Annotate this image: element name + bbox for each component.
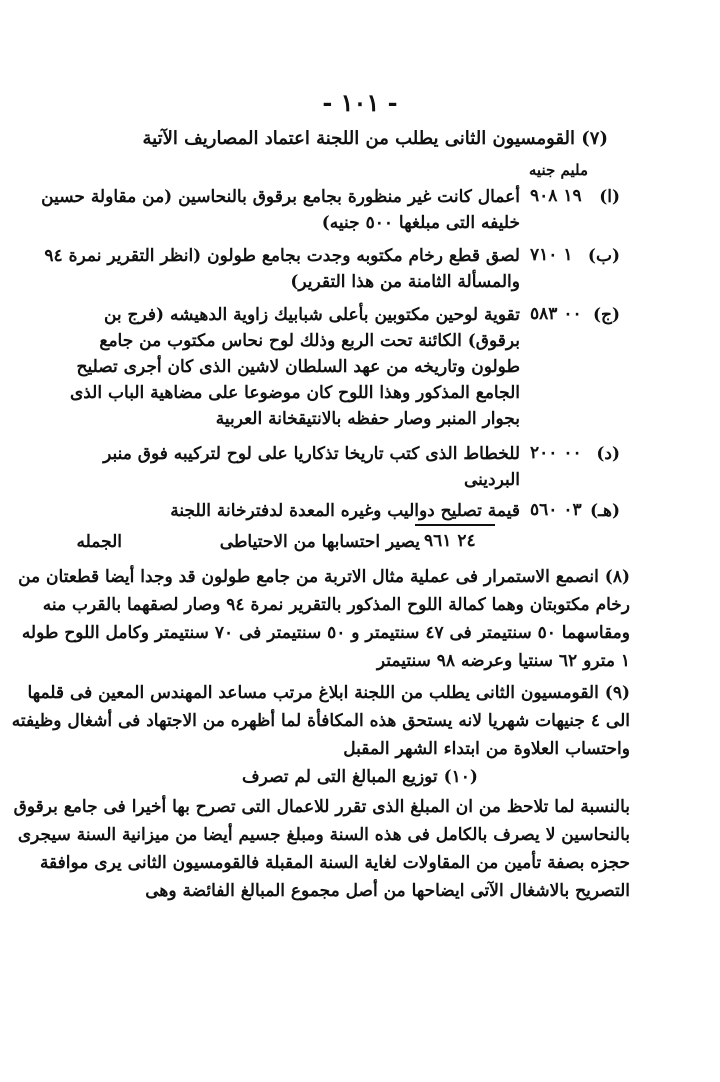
item-c-letter: (ج) bbox=[592, 305, 620, 325]
item-c-line-2: برقوق) الكائنة تحت الربع وذلك لوح نحاس مكتوب من جامع bbox=[99, 331, 520, 351]
section10-heading: (١٠) توزيع المبالغ التى لم تصرف bbox=[242, 767, 478, 787]
section7-heading: (٧) القومسيون الثانى يطلب من اللجنة اعتماد المصاريف الآتية bbox=[142, 128, 608, 149]
section8-line-4: ١ مترو ٦٢ سنتيا وعرضه ٩٨ سنتيمتر bbox=[376, 651, 630, 671]
section10-line-4: التصريح بالاشغال الآتى ايضاحها من أصل مجموع المبالغ الفائضة وهى bbox=[145, 881, 630, 901]
total-amount: ٢٤ ٩٦١ bbox=[424, 531, 476, 551]
item-e-amount: ٠٣ ٥٦٠ bbox=[530, 500, 582, 520]
item-c-line-4: الجامع المذكور وهذا اللوح كان موضوعا على مضاهية الباب الذى bbox=[69, 383, 520, 403]
item-d-letter: (د) bbox=[596, 444, 620, 464]
section8-line-1: (٨) انصمع الاستمرار فى عملية مثال الاتربة من جامع طولون قد وجدا أيضا قطعتان من bbox=[18, 567, 630, 587]
item-b-line-2: والمسألة الثامنة من هذا التقرير) bbox=[290, 272, 520, 292]
section10-line-1: بالنسبة لما تلاحظ من ان المبلغ الذى تقرر للاعمال التى تصرح بها أخيرا فى جامع برقوق bbox=[13, 797, 630, 817]
item-a-letter: (ا) bbox=[599, 187, 620, 207]
item-c-amount: ٠٠ ٥٨٣ bbox=[530, 304, 582, 324]
item-b-amount: ١ ٧١٠ bbox=[530, 245, 573, 265]
item-e-line-1: قيمة تصليح دواليب وغيره المعدة لدفترخانة اللجنة bbox=[170, 501, 520, 521]
section10-line-3: حجزه بصفة تأمين من المقاولات لغاية السنة المقبلة فالقومسيون الثانى يرى موافقة bbox=[39, 853, 630, 873]
total-rule bbox=[415, 524, 495, 526]
section9-line-2: الى ٤ جنيهات شهريا لانه يستحق هذه المكافأة لما أظهره من الاجتهاد فى أشغال وظيفته bbox=[11, 711, 630, 731]
item-a-line-2: خليفه التى مبلغها ٥٠٠ جنيه) bbox=[321, 213, 520, 233]
item-c-line-5: بجوار المنبر وصار حفظه بالانتيقخانة العربية bbox=[215, 409, 520, 429]
item-b-letter: (ب) bbox=[587, 246, 620, 266]
item-a-amount: ١٩ ٩٠٨ bbox=[530, 186, 582, 206]
item-b-line-1: لصق قطع رخام مكتوبه وجدت بجامع طولون (انظر التقرير نمرة ٩٤ bbox=[44, 246, 520, 266]
currency-header: مليم جنيه bbox=[528, 161, 588, 179]
total-label: الجمله bbox=[76, 532, 122, 552]
item-e-letter: (هـ) bbox=[589, 501, 620, 521]
item-d-line-2: البردينى bbox=[463, 470, 520, 490]
item-d-line-1: للخطاط الذى كتب تاريخا تذكاريا على لوح لتركيبه فوق منبر bbox=[103, 444, 520, 464]
page-number: - ١٠١ - bbox=[322, 88, 398, 117]
section9-line-1: (٩) القومسيون الثانى يطلب من اللجنة ابلاغ مرتب مساعد المهندس المعين فى قلمها bbox=[27, 683, 630, 703]
total-text: يصير احتسابها من الاحتياطى bbox=[219, 532, 420, 552]
section9-line-3: واحتساب العلاوة من ابتداء الشهر المقبل bbox=[343, 739, 630, 759]
section8-line-2: رخام مكتوبتان وهما كمالة اللوح المذكور بالتقرير نمرة ٩٤ وصار لصقهما بالقرب منه bbox=[42, 595, 630, 615]
item-d-amount: ٠٠ ٢٠٠ bbox=[530, 443, 582, 463]
item-c-line-3: طولون وتاريخه من عهد السلطان لاشين الذى كان أجرى تصليح bbox=[76, 357, 520, 377]
item-c-line-1: تقوية لوحين مكتوبين بأعلى شبابيك زاوية الدهيشه (فرج بن bbox=[103, 305, 520, 325]
section8-line-3: ومقاسهما ٥٠ سنتيمتر فى ٤٧ سنتيمتر و ٥٠ سنتيمتر فى ٧٠ سنتيمتر وكامل اللوح طوله bbox=[21, 623, 630, 643]
section10-line-2: بالنحاسين لا يصرف بالكامل فى هذه السنة ومبلغ جسيم أيضا من ميزانية السنة سيجرى bbox=[17, 825, 630, 845]
item-a-line-1: أعمال كانت غير منظورة بجامع برقوق بالنحاسين (من مقاولة حسين bbox=[41, 187, 520, 207]
